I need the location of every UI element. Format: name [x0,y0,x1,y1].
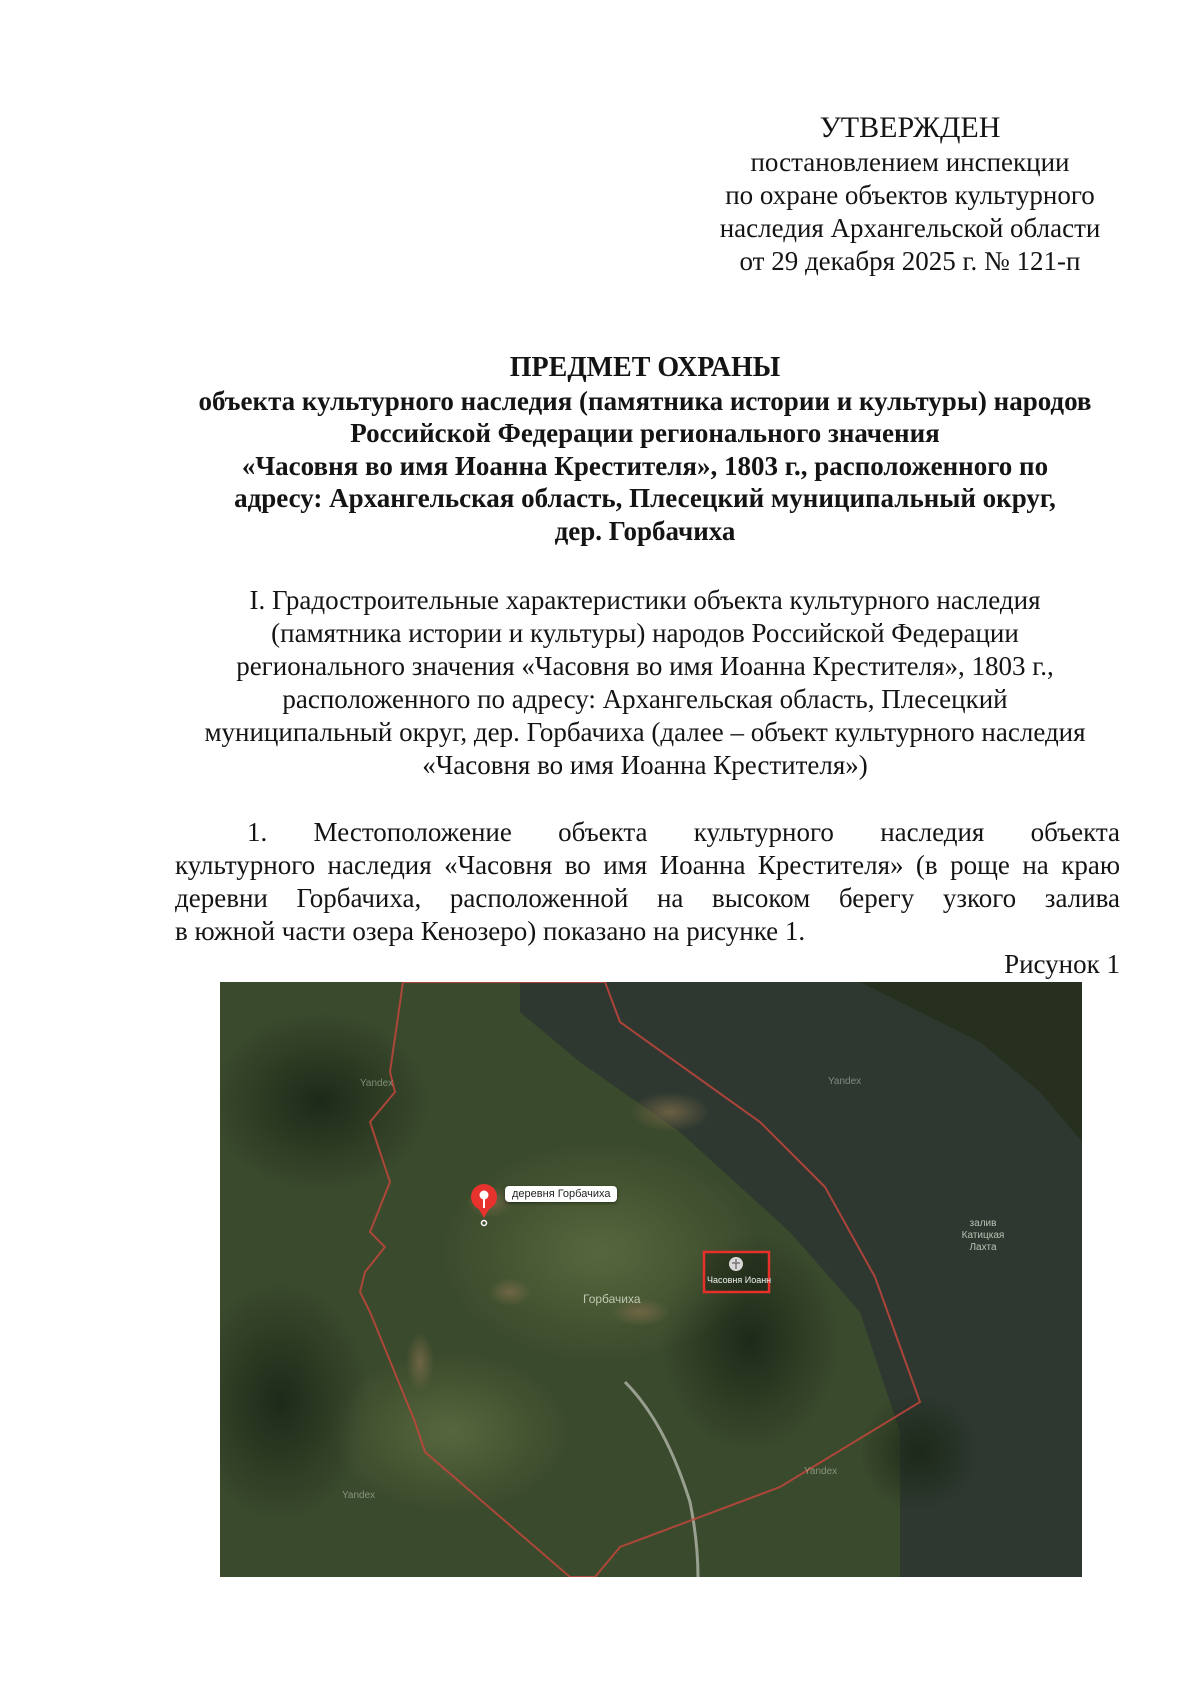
chapel-marker[interactable] [704,1252,772,1292]
title-line: объекта культурного наследия (памятника истории и культуры) народов [198,385,1092,416]
section-line: расположенного по адресу: Архангельская область, Плесецкий [282,684,1008,714]
approval-line: от 29 декабря 2025 г. № 121-п [739,246,1081,276]
section-line: «Часовня во имя Иоанна Крестителя») [422,750,868,780]
section-line: регионального значения «Часовня во имя Иоанна Крестителя», 1803 г., [236,651,1054,681]
approval-line: постановлением инспекции [750,147,1070,177]
map-watermark: Yandex [828,1076,862,1087]
section-heading [170,584,1120,782]
paragraph-line: деревни Горбачиха, расположенной на высоком берегу узкого залива [175,883,1120,913]
approval-line: по охране объектов культурного [725,180,1095,210]
chapel-label: Часовня Иоанн [707,1275,772,1285]
title-line: «Часовня во имя Иоанна Крестителя», 1803 г., расположенного по [241,450,1049,481]
title-line: дер. Горбачиха [554,515,736,546]
village-pin-label[interactable]: деревня Горбачиха [505,1186,617,1202]
paragraph-line: в южной части озера Кенозеро) показано на рисунке 1. [175,916,806,946]
map-watermark: Yandex [804,1466,838,1477]
location-paragraph [175,816,1120,948]
paragraph-line: культурного наследия «Часовня во имя Иоанна Крестителя» (в роще на краю [175,850,1120,880]
map-watermark: Yandex [360,1078,394,1089]
approval-block [680,110,1140,278]
place-label: Горбачиха [583,1292,641,1306]
approval-line: наследия Архангельской области [719,213,1101,243]
title-heading: ПРЕДМЕТ ОХРАНЫ [509,352,781,383]
bay-label-line: Лахта [969,1242,997,1253]
paragraph-line: 1. Местоположение объекта культурного наследия объекта [247,817,1120,847]
bay-label [948,1218,1018,1254]
section-line: (памятника истории и культуры) народов Российской Федерации [271,618,1019,648]
document-title [170,352,1120,547]
satellite-map [220,982,1082,1577]
approval-heading: УТВЕРЖДЕН [819,111,1001,144]
map-imagery [220,982,1082,1577]
bay-label-line: Катицкая [961,1230,1005,1241]
section-line: I. Градостроительные характеристики объекта культурного наследия [249,585,1041,615]
map-watermark: Yandex [342,1490,376,1501]
title-line: адресу: Архангельская область, Плесецкий муниципальный округ, [234,483,1056,513]
section-line: муниципальный округ, дер. Горбачиха (далее – объект культурного наследия [204,717,1086,747]
bay-label-line: залив [969,1218,997,1229]
figure-label: Рисунок 1 [1004,949,1120,979]
title-line: Российской Федерации регионального значения [350,418,940,448]
